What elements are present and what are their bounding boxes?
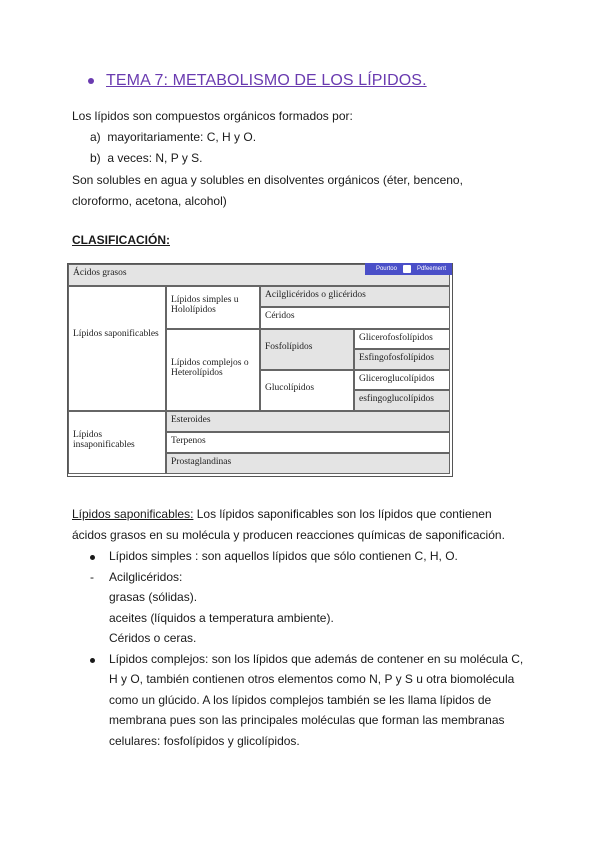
intro-item-a	[90, 127, 256, 148]
cell-saponificables: Lípidos saponificables	[68, 286, 166, 411]
sub-item-aceites: aceites (líquidos a temperatura ambiente).	[109, 610, 334, 625]
complejos-line: celulares: fosfolípidos y glicolípidos.	[109, 733, 300, 748]
cell-gliceroglucolipidos: Gliceroglucolípidos	[354, 370, 450, 390]
cell-terpenos: Terpenos	[166, 432, 450, 453]
cell-acilgliceridos: Acilglicéridos o glicéridos	[260, 286, 450, 307]
cell-ceridos: Céridos	[260, 307, 450, 329]
cell-prostaglandinas: Prostaglandinas	[166, 453, 450, 474]
list-item-acil: - Acilglicéridos:	[72, 567, 523, 588]
item-marker: a)	[90, 130, 101, 144]
cell-esfingofosfolipidos: Esfingofosfolípidos	[354, 349, 450, 370]
solubility-line-1: Son solubles en agua y solubles en disolventes orgánicos (éter, benceno,	[72, 173, 463, 187]
cell-glucolipidos: Glucolípidos	[260, 370, 354, 411]
list-item-complejos: Lípidos complejos: son los lípidos que además de contener en su molécula C,	[72, 649, 523, 670]
sub-item-grasas: grasas (sólidas).	[109, 590, 198, 604]
item-marker: b)	[90, 151, 101, 165]
section-heading: CLASIFICACIÓN:	[72, 233, 170, 247]
download-icon	[403, 265, 411, 273]
row-acidos-grasos: Ácidos grasos	[68, 264, 450, 286]
cell-fosfolipidos: Fosfolípidos	[260, 329, 354, 370]
page-title: TEMA 7: METABOLISMO DE LOS LÍPIDOS.	[106, 72, 427, 89]
cell-simples: Lípidos simples u Hololípidos	[166, 286, 260, 329]
cell-glicerofosfolipidos: Glicerofosfolípidos	[354, 329, 450, 349]
saponificables-text: Los lípidos saponificables son los lípidos que contienen	[193, 507, 492, 521]
bullet-icon	[90, 555, 95, 560]
complejos-line: membrana pues son las principales moléculas que forman las membranas	[109, 713, 505, 727]
item-text: a veces: N, P y S.	[107, 151, 203, 165]
badge-left-text: Pourtoo	[375, 266, 397, 272]
saponificables-label: Lípidos saponificables:	[72, 507, 194, 521]
classification-table	[67, 263, 453, 477]
cell-esteroides: Esteroides	[166, 411, 450, 432]
dash-marker: -	[90, 569, 94, 584]
sub-item-ceridos: Céridos o ceras.	[109, 631, 197, 645]
bullet-icon	[90, 658, 95, 663]
cell-insaponificables: Lípidos insaponificables	[68, 411, 166, 474]
badge-right-text: Pdfeement	[416, 266, 446, 272]
bullet-list	[72, 546, 523, 751]
cell-complejos: Lípidos complejos o Heterolípidos	[166, 329, 260, 411]
bullet-icon	[88, 78, 94, 84]
complejos-line: H y O, también contienen otros elementos como N, P y S u otra biomolécula	[109, 672, 515, 686]
saponificables-line-1	[72, 504, 492, 525]
title-row	[88, 72, 427, 90]
item-text: mayoritariamente: C, H y O.	[107, 130, 257, 144]
solubility-line-2: cloroformo, acetona, alcohol)	[72, 194, 227, 208]
intro-item-b	[90, 148, 203, 169]
intro-line: Los lípidos son compuestos orgánicos formados por:	[72, 109, 353, 123]
pdfelement-badge	[365, 263, 452, 275]
complejos-line: como un glúcido. A los lípidos complejos también se les llama lípidos de	[109, 692, 492, 707]
cell-esfingoglucolipidos: esfingoglucolípidos	[354, 390, 450, 411]
saponificables-line-2: ácidos grasos en su molécula y producen reacciones químicas de saponificación.	[72, 528, 505, 542]
list-item-simples: Lípidos simples : son aquellos lípidos que sólo contienen C, H, O.	[72, 546, 523, 567]
